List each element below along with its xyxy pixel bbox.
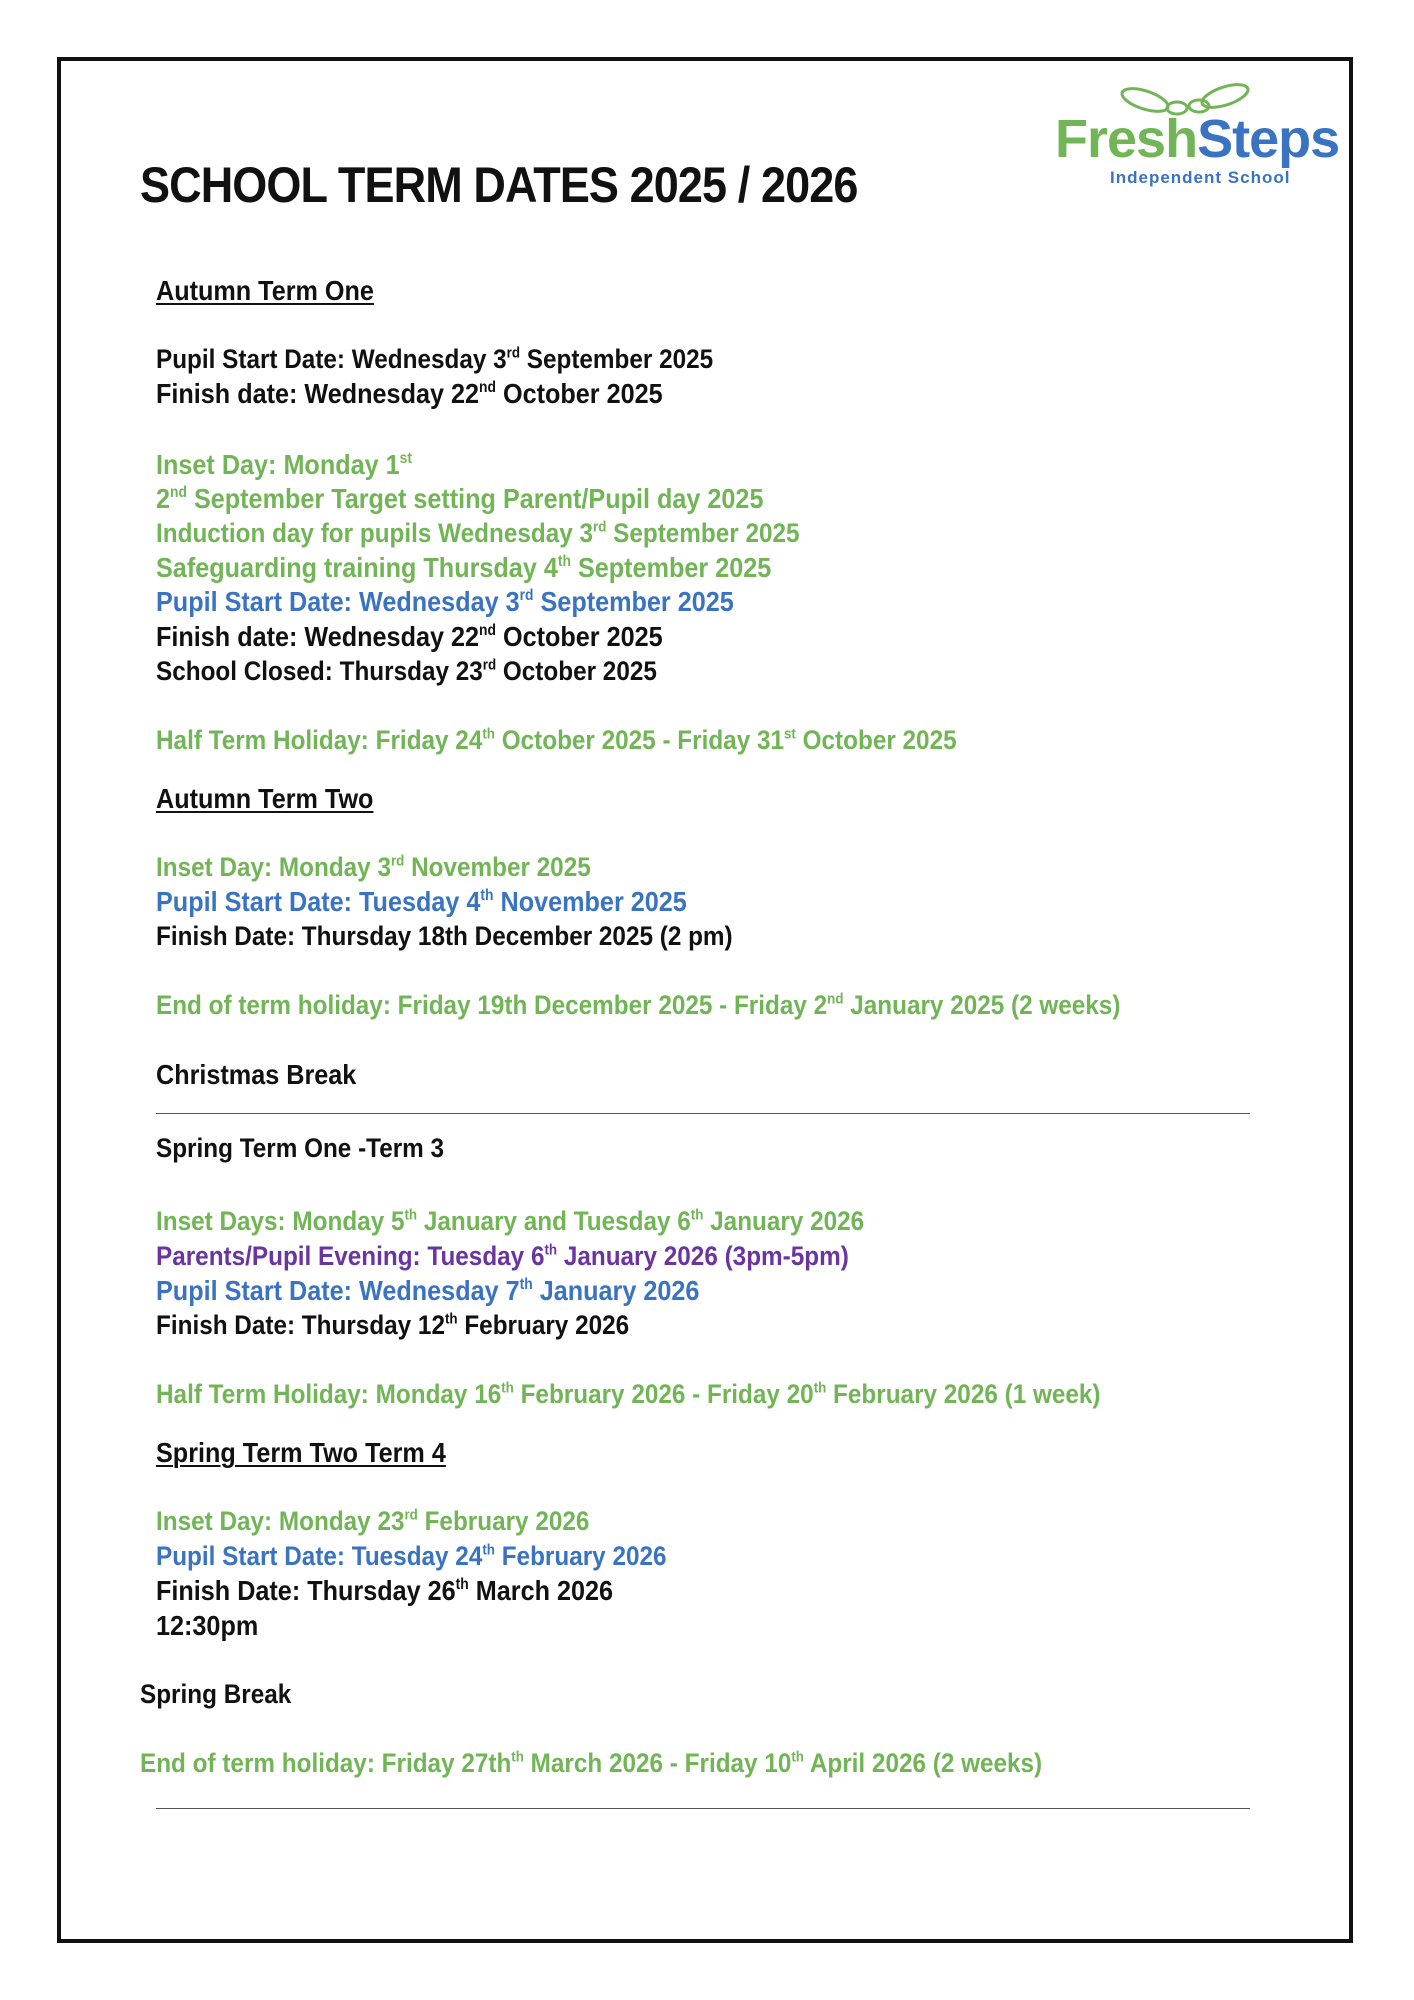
logo-wordmark	[1055, 109, 1340, 169]
text: End of term holiday: Friday 27th	[140, 1748, 512, 1778]
text: February 2026 (1 week)	[826, 1379, 1101, 1409]
spring-one-inset-days	[156, 1208, 864, 1235]
text: Inset Days: Monday 5	[156, 1206, 405, 1236]
autumn-two-heading: Autumn Term Two	[156, 783, 374, 814]
ordinal: nd	[479, 379, 496, 397]
text: February 2026	[417, 1506, 590, 1536]
school-logo	[1055, 82, 1340, 192]
text: Inset Day: Monday 23	[156, 1506, 405, 1536]
logo-word-steps: Steps	[1197, 109, 1340, 169]
ordinal: th	[690, 1207, 704, 1224]
autumn-one-pupil-start	[156, 346, 713, 373]
text: November 2025	[493, 886, 687, 917]
text: Finish date: Wednesday 22	[156, 378, 480, 409]
text: Half Term Holiday: Friday 24	[156, 725, 483, 755]
text: January and Tuesday 6	[417, 1206, 691, 1236]
text: Pupil Start Date: Tuesday 4	[156, 886, 481, 917]
logo-subtitle: Independent School	[1110, 168, 1291, 187]
text: Finish Date: Thursday 26	[156, 1575, 456, 1606]
text: October 2025	[496, 656, 657, 686]
autumn-one-pupil-start-2	[156, 588, 734, 616]
ordinal: th	[444, 1311, 458, 1328]
text: Finish Date: Thursday 12	[156, 1310, 445, 1340]
text: School Closed: Thursday 23	[156, 656, 483, 686]
text: September 2025	[606, 518, 800, 548]
autumn-one-heading: Autumn Term One	[156, 275, 374, 306]
text: Pupil Start Date: Wednesday 3	[156, 586, 520, 617]
ordinal: th	[501, 1380, 514, 1397]
spring-one-heading: Spring Term One -Term 3	[156, 1133, 445, 1163]
spring-two-inset-day	[156, 1508, 589, 1535]
ordinal: th	[791, 1749, 804, 1766]
christmas-break-label: Christmas Break	[156, 1059, 357, 1090]
autumn-one-finish	[156, 380, 663, 408]
text: November 2025	[404, 852, 591, 882]
text: March 2026 - Friday 10	[523, 1748, 792, 1778]
ordinal: rd	[404, 1507, 418, 1524]
ordinal: rd	[482, 657, 497, 674]
autumn-two-pupil-start	[156, 888, 687, 916]
text: September 2025	[533, 586, 734, 617]
ordinal: th	[557, 553, 571, 571]
ordinal: rd	[506, 345, 521, 362]
christmas-holiday	[156, 992, 1120, 1019]
text: Inset Day: Monday 1	[156, 449, 400, 480]
text: Half Term Holiday: Monday 16	[156, 1379, 502, 1409]
text: Safeguarding training Thursday 4	[156, 552, 558, 583]
text: 2	[156, 483, 171, 514]
text: January 2026	[532, 1275, 700, 1306]
autumn-half-term	[156, 727, 957, 754]
spring-one-finish	[156, 1312, 629, 1339]
text: February 2026	[494, 1541, 667, 1571]
ordinal: rd	[519, 587, 534, 605]
ordinal: th	[404, 1207, 418, 1224]
ordinal: th	[480, 887, 494, 905]
text: Inset Day: Monday 3	[156, 852, 391, 882]
ordinal: nd	[170, 484, 187, 502]
divider	[156, 1113, 1250, 1114]
text: January 2025 (2 weeks)	[843, 990, 1121, 1020]
autumn-one-target-setting	[156, 485, 763, 513]
spring-one-pupil-start	[156, 1277, 699, 1305]
text: February 2026	[457, 1310, 630, 1340]
autumn-one-school-closed	[156, 658, 657, 685]
page-title: SCHOOL TERM DATES 2025 / 2026	[140, 157, 858, 213]
text: End of term holiday: Friday 19th December 2025 - Friday 2	[156, 990, 828, 1020]
ordinal: st	[399, 450, 412, 468]
spring-two-finish-time: 12:30pm	[156, 1610, 259, 1641]
text: Finish date: Wednesday 22	[156, 621, 480, 652]
autumn-one-finish-2	[156, 623, 663, 651]
autumn-one-induction-day	[156, 520, 800, 547]
text: March 2026	[468, 1575, 614, 1606]
text: October 2025 - Friday 31	[494, 725, 784, 755]
ordinal: rd	[390, 853, 405, 870]
autumn-one-inset-day	[156, 451, 412, 479]
easter-holiday	[140, 1750, 1042, 1777]
text: February 2026 - Friday 20	[513, 1379, 814, 1409]
text: September Target setting Parent/Pupil day 2025	[186, 483, 764, 514]
text: January 2026	[703, 1206, 865, 1236]
text: October 2025	[495, 378, 663, 409]
ordinal: th	[455, 1576, 469, 1594]
spring-two-finish	[156, 1577, 613, 1605]
ordinal: st	[783, 726, 796, 743]
text: October 2025	[495, 621, 663, 652]
ordinal: th	[511, 1749, 524, 1766]
ordinal: th	[544, 1242, 558, 1259]
text: September 2025	[570, 552, 772, 583]
ordinal: nd	[827, 991, 844, 1008]
logo-word-fresh: Fresh	[1055, 109, 1198, 169]
divider	[156, 1808, 1250, 1809]
spring-two-pupil-start	[156, 1543, 667, 1570]
autumn-two-inset-day	[156, 854, 591, 881]
spring-one-parents-evening	[156, 1243, 849, 1270]
ordinal: rd	[593, 519, 607, 536]
spring-two-heading: Spring Term Two Term 4	[156, 1437, 446, 1468]
text: April 2026 (2 weeks)	[803, 1748, 1043, 1778]
ordinal: th	[482, 1542, 495, 1559]
text: Pupil Start Date: Wednesday 3	[156, 344, 507, 374]
text: Pupil Start Date: Wednesday 7	[156, 1275, 520, 1306]
autumn-two-finish: Finish Date: Thursday 18th December 2025 (2 pm)	[156, 921, 733, 951]
ordinal: nd	[479, 622, 496, 640]
text: January 2026 (3pm-5pm)	[557, 1241, 849, 1271]
ordinal: th	[482, 726, 495, 743]
ordinal: th	[813, 1380, 827, 1397]
spring-half-term	[156, 1381, 1101, 1408]
text: Induction day for pupils Wednesday 3	[156, 518, 594, 548]
spring-break-label: Spring Break	[140, 1679, 292, 1709]
text: October 2025	[795, 725, 957, 755]
ordinal: th	[519, 1276, 533, 1294]
text: Pupil Start Date: Tuesday 24	[156, 1541, 483, 1571]
autumn-one-safeguarding	[156, 554, 771, 582]
text: September 2025	[520, 344, 714, 374]
text: Parents/Pupil Evening: Tuesday 6	[156, 1241, 545, 1271]
